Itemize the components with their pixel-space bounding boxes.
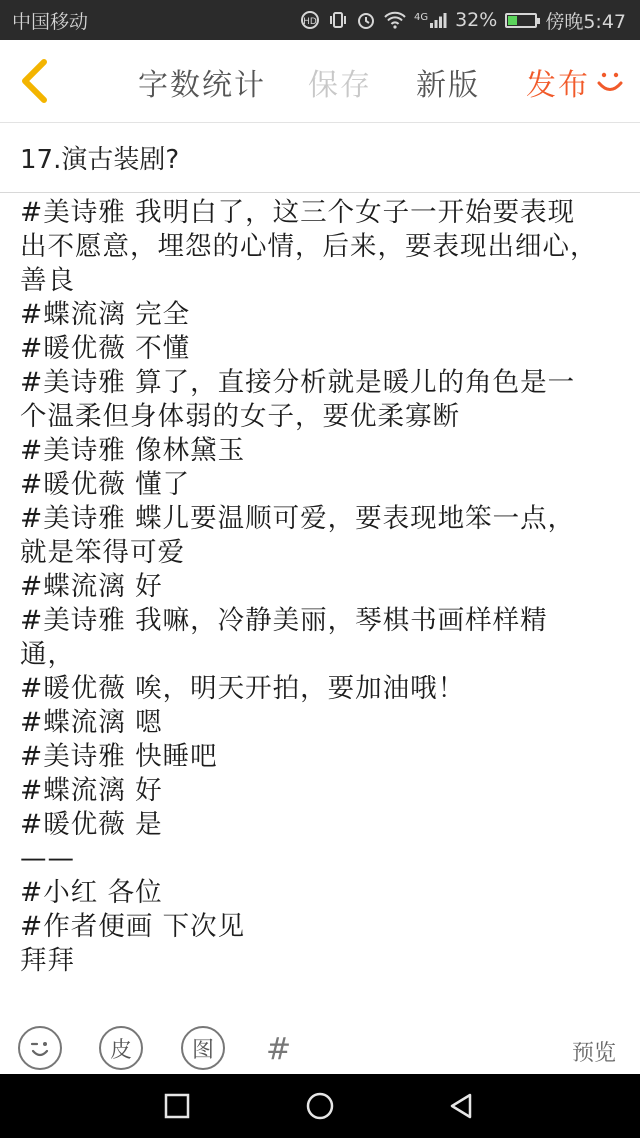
editor-toolbar <box>0 40 640 123</box>
status-icons <box>300 7 626 34</box>
body-line: 就是笨得可爱 <box>20 537 185 568</box>
body-line: 拜拜 <box>20 945 75 976</box>
clock: 傍晚5:47 <box>545 10 626 33</box>
triangle-back-icon <box>446 1090 478 1122</box>
emoji-button[interactable] <box>18 1026 62 1070</box>
body-line: 出不愿意，埋怨的心情，后来，要表现出细心， <box>20 231 598 262</box>
body-line: #作者便画 下次见 <box>20 911 246 942</box>
body-line: 善良 <box>20 265 75 296</box>
body-line: #美诗雅 像林黛玉 <box>20 435 246 466</box>
body-line: #暖优薇 是 <box>20 809 163 840</box>
chevron-left-icon <box>19 59 49 103</box>
post-body-editor[interactable] <box>20 196 620 1016</box>
battery-level <box>508 16 516 25</box>
body-line: 个温柔但身体弱的女子，要优柔寡断 <box>20 401 460 432</box>
editor-bottom-tools <box>0 1020 640 1074</box>
signal-icon <box>414 12 447 28</box>
smiley-button[interactable] <box>594 66 626 98</box>
body-line: #美诗雅 我明白了，这三个女子一开始要表现 <box>20 197 576 228</box>
home-button[interactable] <box>304 1090 336 1122</box>
circle-icon <box>304 1090 336 1122</box>
wifi-icon <box>384 11 406 29</box>
body-line: #蝶流漓 完全 <box>20 299 191 330</box>
body-line: #暖优薇 懂了 <box>20 469 191 500</box>
body-line: #蝶流漓 好 <box>20 775 163 806</box>
publish-button[interactable]: 发布 <box>526 68 590 103</box>
battery-percent: 32% <box>455 9 498 31</box>
recents-button[interactable] <box>161 1090 193 1122</box>
body-line: #暖优薇 不懂 <box>20 333 191 364</box>
back-button[interactable] <box>14 56 54 106</box>
alarm-icon <box>356 10 376 30</box>
image-button[interactable] <box>181 1026 225 1070</box>
body-line: #美诗雅 算了，直接分析就是暖儿的角色是一 <box>20 367 576 398</box>
word-count-button[interactable]: 字数统计 <box>138 68 266 103</box>
hashtag-button[interactable]: # <box>266 1032 292 1067</box>
square-icon <box>161 1090 193 1122</box>
image-label: 图 <box>191 1037 214 1063</box>
body-line: #小红 各位 <box>20 877 163 908</box>
body-line: #美诗雅 快睡吧 <box>20 741 218 772</box>
svg-text:HD: HD <box>303 17 317 27</box>
body-line: #蝶流漓 好 <box>20 571 163 602</box>
skin-button[interactable] <box>99 1026 143 1070</box>
preview-button[interactable]: 预览 <box>572 1041 617 1066</box>
skin-label: 皮 <box>109 1037 132 1063</box>
body-line: #美诗雅 我嘛，冷静美丽，琴棋书画样样精 <box>20 605 548 636</box>
battery-icon <box>505 13 537 28</box>
new-version-button[interactable]: 新版 <box>416 68 480 103</box>
system-nav-bar <box>0 1074 640 1138</box>
body-line: #蝶流漓 嗯 <box>20 707 163 738</box>
body-line: #美诗雅 蝶儿要温顺可爱，要表现地笨一点， <box>20 503 576 534</box>
wink-face-icon <box>25 1033 55 1063</box>
body-line: —— <box>20 843 75 874</box>
network-type: 4G <box>413 12 429 23</box>
body-line: #暖优薇 唉，明天开拍，要加油哦！ <box>20 673 466 704</box>
body-line: 通， <box>20 639 75 670</box>
smiley-icon <box>594 66 626 98</box>
status-bar <box>0 0 640 40</box>
save-button[interactable]: 保存 <box>308 68 372 103</box>
vibrate-icon <box>328 10 348 30</box>
post-title-text: 17.演古装剧? <box>20 145 180 175</box>
hd-call-icon <box>300 10 320 30</box>
back-nav-button[interactable] <box>446 1090 478 1122</box>
post-title-field[interactable] <box>0 123 640 193</box>
carrier-label: 中国移动 <box>12 10 89 33</box>
